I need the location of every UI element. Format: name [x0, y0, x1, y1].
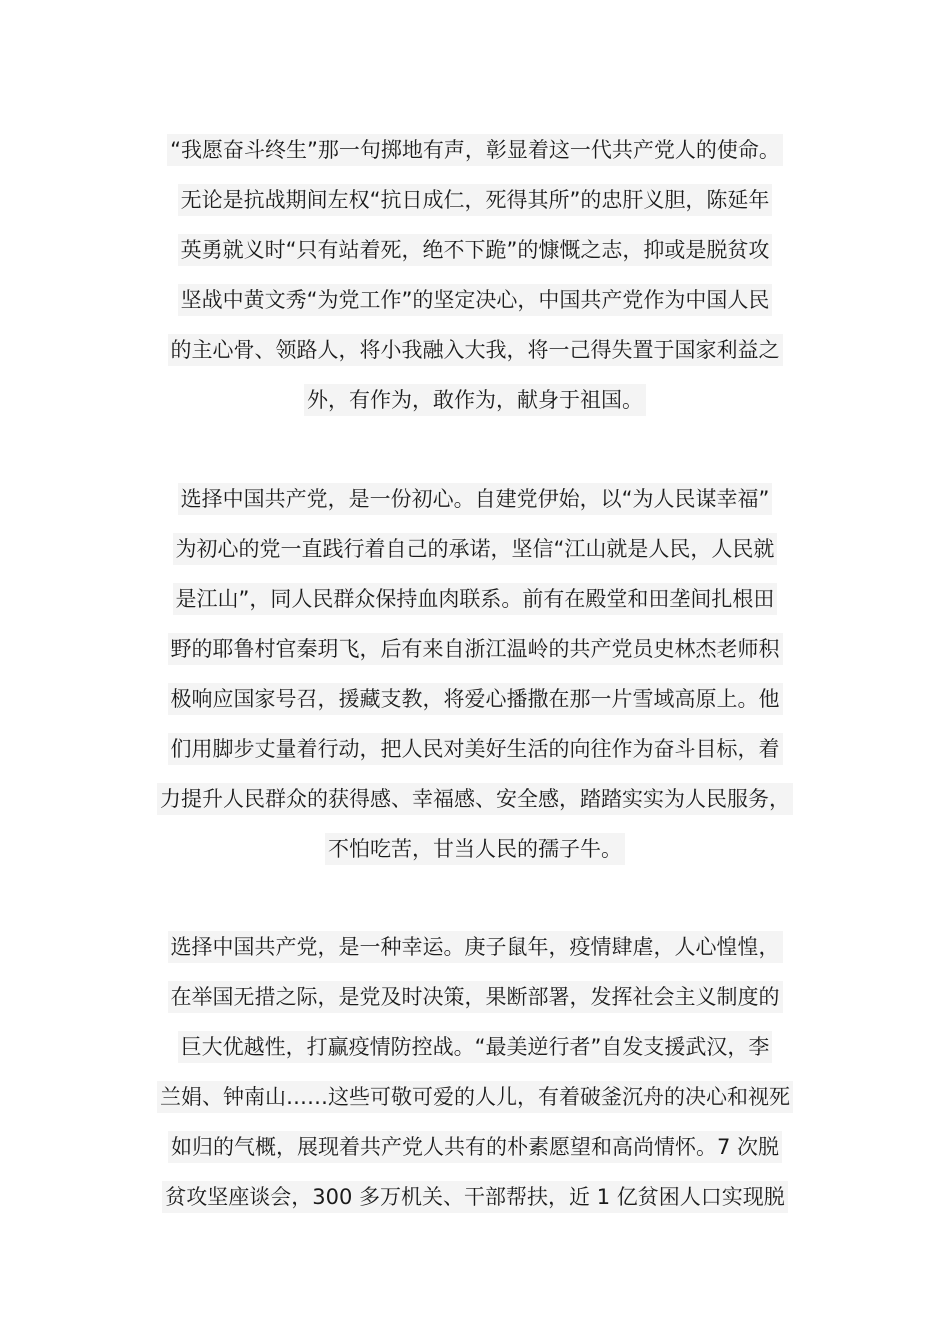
text-line-content: 无论是抗战期间左权“抗日成仁，死得其所”的忠肝义胆，陈延年	[178, 184, 773, 216]
text-line-content: 极响应国家号召，援藏支教，将爱心播撒在那一片雪域高原上。他	[168, 683, 783, 715]
text-line	[130, 922, 820, 972]
text-line	[130, 1072, 820, 1122]
text-line	[130, 524, 820, 574]
text-line	[130, 774, 820, 824]
text-line	[130, 474, 820, 524]
text-line-content: 野的耶鲁村官秦玥飞，后有来自浙江温岭的共产党员史林杰老师积	[168, 633, 783, 665]
text-line	[130, 275, 820, 325]
text-line	[130, 724, 820, 774]
text-line-content: 们用脚步丈量着行动，把人民对美好生活的向往作为奋斗目标，着	[168, 733, 783, 765]
text-line-content: 为初心的党一直践行着自己的承诺，坚信“江山就是人民，人民就	[173, 533, 778, 565]
text-line-content: 兰娟、钟南山……这些可敬可爱的人儿，有着破釜沉舟的决心和视死	[157, 1081, 793, 1113]
text-line-content: 在举国无措之际，是党及时决策，果断部署，发挥社会主义制度的	[168, 981, 783, 1013]
text-line-content: 外，有作为，敢作为，献身于祖国。	[304, 384, 646, 416]
text-line	[130, 325, 820, 375]
text-line	[130, 624, 820, 674]
text-line-content: 贫攻坚座谈会，300 多万机关、干部帮扶，近 1 亿贫困人口实现脱	[162, 1181, 787, 1213]
text-line-content: 坚战中黄文秀“为党工作”的坚定决心，中国共产党作为中国人民	[178, 284, 773, 316]
text-line	[130, 1022, 820, 1072]
paragraph-fortune	[130, 922, 820, 1222]
text-line-content: 不怕吃苦，甘当人民的孺子牛。	[325, 833, 625, 865]
text-line	[130, 1122, 820, 1172]
text-line	[130, 375, 820, 425]
text-line	[130, 972, 820, 1022]
text-line-content: 是江山”，同人民群众保持血肉联系。前有在殿堂和田垄间扎根田	[173, 583, 778, 615]
text-line	[130, 225, 820, 275]
text-line	[130, 824, 820, 874]
text-line-content: 如归的气概，展现着共产党人共有的朴素愿望和高尚情怀。7 次脱	[168, 1131, 782, 1163]
text-line	[130, 175, 820, 225]
text-line-content: 力提升人民群众的获得感、幸福感、安全感，踏踏实实为人民服务，	[157, 783, 793, 815]
text-line-content: 选择中国共产党，是一种幸运。庚子鼠年，疫情肆虐，人心惶惶，	[168, 931, 783, 963]
text-line-content: 巨大优越性，打赢疫情防控战。“最美逆行者”自发支援武汉，李	[178, 1031, 773, 1063]
paragraph-mission	[130, 125, 820, 425]
text-line-content: 选择中国共产党，是一份初心。自建党伊始，以“为人民谋幸福”	[178, 483, 773, 515]
text-line	[130, 1172, 820, 1222]
text-line	[130, 125, 820, 175]
text-line-content: 的主心骨、领路人，将小我融入大我，将一己得失置于国家利益之	[168, 334, 783, 366]
paragraph-original-aspiration	[130, 474, 820, 874]
text-line-content: 英勇就义时“只有站着死，绝不下跪”的慷慨之志，抑或是脱贫攻	[178, 234, 773, 266]
text-line	[130, 674, 820, 724]
text-line	[130, 574, 820, 624]
text-line-content: “我愿奋斗终生”那一句掷地有声，彰显着这一代共产党人的使命。	[167, 134, 783, 166]
